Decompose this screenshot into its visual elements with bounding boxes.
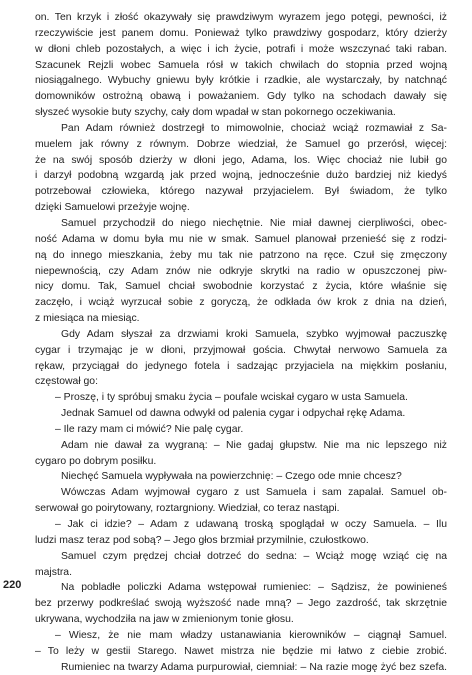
text-line: ność Adama w domu była mu nie w smak. Samuel planował przenieść się z rodzi- xyxy=(35,233,447,245)
text-line: Wówczas Adam wyjmował cygaro z ust Samuela i sam zapalał. Samuel ob- xyxy=(61,487,447,499)
text-line: potrzebował człowieka, którego nazywał przyjacielem. Był świadom, że tylko xyxy=(35,186,447,198)
text-line: i darzył podobną wzgardą jak przed wojną, jednocześnie dużo bardziej niż kiedyś xyxy=(35,170,447,182)
text-line: Rumieniec na twarzy Adama purpurowiał, ciemniał: – Na razie mogę żyć bez szefa. xyxy=(61,661,447,673)
text-line: Na pobladłe policzki Adama wstępował rumieniec: – Sądzisz, że powinieneś xyxy=(61,582,447,594)
text-line: – To leży w gestii Starego. Nawet mistrza nie będzie mi łatwo z ciebie zrobić. xyxy=(35,645,447,657)
text-line: Samuel czym prędzej chciał dotrzeć do sedna: – Wciąż mogę wziąć cię na xyxy=(61,550,447,562)
text-line: Jednak Samuel od dawna odwykł od palenia cygar i odpychał rękę Adama. xyxy=(61,408,406,420)
text-line: z miesiąca na miesiąc. xyxy=(35,313,140,325)
text-line: rękaw, przyciągał do jedynego fotela i sadzając przyjaciela na miękkim posłaniu, xyxy=(35,360,447,372)
text-line: Adam nie dawał za wygraną: – Nie gadaj głupstw. Nie ma nic lepszego niż xyxy=(61,439,447,451)
text-line: Pan Adam również dostrzegł to mimowolnie, chociaż wciąż rozmawiał z Sa- xyxy=(61,122,447,134)
text-line: – Ile razy mam ci mówić? Nie palę cygar. xyxy=(55,423,244,435)
text-line: Niechęć Samuela wypływała na powierzchnię: – Czego ode mnie chcesz? xyxy=(61,471,402,483)
text-line: rzeczywiście jest panem domu. Ponieważ tylko prawdziwy gospodarz, który dzierży xyxy=(35,27,447,39)
text-line: w dłoni chleb pozostałych, a więc i ich życie, potrafi i może wszczynać taki raban. xyxy=(35,43,447,55)
text-line: słyszeć wysokie buty szychy, cały dom wpadał w stan pokornego oczekiwania. xyxy=(35,107,396,119)
text-line: on. Ten krzyk i złość okazywały się prawdziwym wyrazem jego potęgi, pewności, iż xyxy=(35,12,447,23)
text-line: serwował go poirytowany, roztargniony. Wiedział, co teraz nastąpi. xyxy=(35,503,340,515)
text-line: cygaro po dobrym posiłku. xyxy=(35,455,157,467)
text-line: zaczęło, i wciąż wyrzucał sobie z goryczą, że odkłada ów krok z dnia na dzień, xyxy=(35,297,447,309)
page-number: 220 xyxy=(3,579,22,591)
text-line: nicy domu. Tak, Samuel chciał swobodnie korzystać z życia, które właśnie się xyxy=(35,281,447,293)
text-line: ną do innego mieszkania, żeby mu tak nie patrzono na ręce. Czuł się zmęczony xyxy=(35,249,447,261)
text-line: cygar i trzymając je w dłoni, przyjmował gościa. Chwytał nerwowo Samuela za xyxy=(35,344,447,356)
text-line: Szacunek Rejzli wobec Samuela rósł w takich chwilach do stopnia przed wojną xyxy=(35,59,447,71)
text-line: częstował go: xyxy=(35,376,98,388)
text-line: niosiągalnego. Wybuchy gniewu były krótkie i rzadkie, ale wystarczały, by natchnąć xyxy=(35,75,447,87)
text-line: – Proszę, i ty spróbuj smaku życia – poufale wciskał cygaro w usta Samuela. xyxy=(55,392,408,404)
text-line: domowników ostrożną obawą i poważaniem. Gdy tylko na schodach dawały się xyxy=(35,91,447,103)
text-line: – Wiesz, że nie mam władzy ustanawiania kierowników – ciągnął Samuel. xyxy=(55,629,447,641)
text-line: muelem jak równy z równym. Dobrze wiedział, że Samuel go przerósł, więcej: xyxy=(35,138,447,150)
text-line: bez przerwy podkreślać swoją wyższość nade mną? – Jego zazdrość, tak skrzętnie xyxy=(35,598,447,610)
text-line: ludzi masz teraz pod sobą? – Jego głos brzmiał przymilnie, czułostkowo. xyxy=(35,534,369,546)
text-line: ukrywana, wychodziła na jaw w zmienionym tonie głosu. xyxy=(35,614,294,626)
body-text xyxy=(35,10,447,675)
text-line: Samuel przychodził do niego niechętnie. Nie miał dawnej cierpliwości, obec- xyxy=(61,217,447,229)
text-line: majstra. xyxy=(35,566,72,578)
text-line: – Jak ci idzie? – Adam z udawaną troską spoglądał w oczy Samuela. – Ilu xyxy=(55,519,447,530)
text-line: niepewnością, czy Adam znów nie odkryje skrytki na radio w opuszczonej piw- xyxy=(35,265,447,277)
text-line: że na swój sposób dzierży w dłoni jego, Adama, los. Więc chociaż nie lubił go xyxy=(35,154,447,166)
text-line: Gdy Adam słyszał za drzwiami kroki Samuela, szybko wyjmował paczuszkę xyxy=(61,328,447,340)
text-line: dzięki Samuelowi przeżyje wojnę. xyxy=(35,202,190,214)
